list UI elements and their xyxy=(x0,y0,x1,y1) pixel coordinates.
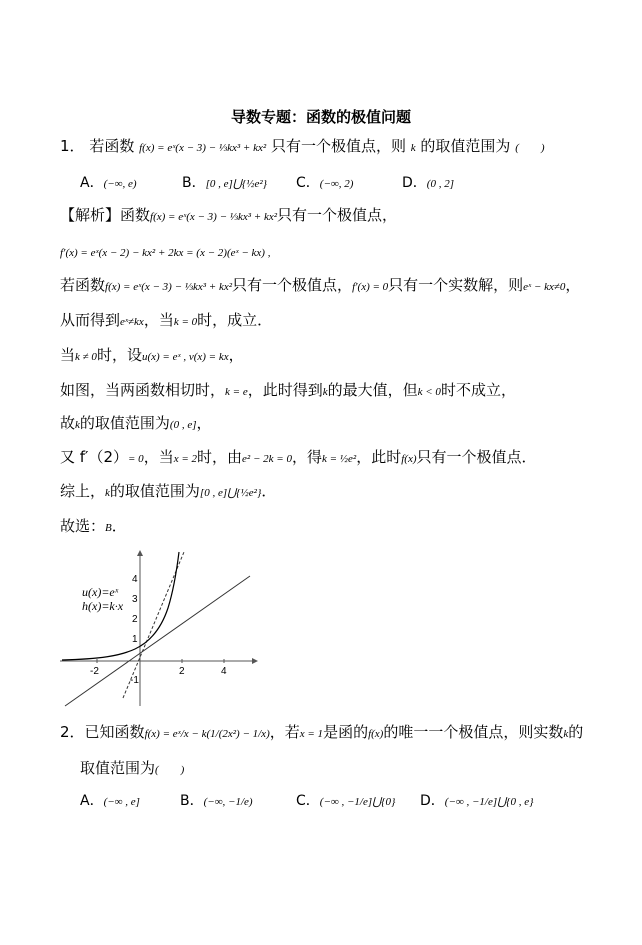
x-tick-label-4: 4 xyxy=(221,666,227,677)
solution-line-4: 从而得到eˣ≠kx，当k = 0时，成立． xyxy=(60,311,273,329)
solution-line-8: 又 f′（2）= 0，当x = 2时，由e² − 2k = 0，得k = ½e²，此时f(x)只有一个极值点． xyxy=(60,448,537,466)
q2-option-b[interactable]: B．(−∞, −1/e) xyxy=(180,793,253,809)
x-axis-arrow xyxy=(252,658,258,664)
q1-k: k xyxy=(410,142,416,154)
solution-line-1: 【解析】函数f(x) = eˣ(x − 3) − ⅓kx³ + kx²只有一个极值点， xyxy=(60,206,398,224)
q1-text-a: 若函数 xyxy=(89,137,135,155)
q1-option-c[interactable]: C．(−∞, 2) xyxy=(296,175,354,191)
q1-text-c: 的取值范围为 xyxy=(420,137,511,155)
x-tick-label-m2: -2 xyxy=(90,666,99,677)
x-tick-label-2: 2 xyxy=(179,666,185,677)
question-2: 2．已知函数f(x) = eˣ/x − k(1/(2x²) − 1/x)，若x = 1是函的f(x)的唯一一个极值点，则实数k的 xyxy=(60,723,584,741)
solution-line-7: 故k的取值范围为(0 , e]， xyxy=(60,414,212,432)
legend-u: u(x)=eˣ xyxy=(82,585,119,599)
q1-option-a[interactable]: A．(−∞, e) xyxy=(80,175,137,191)
legend-h: h(x)=k·x xyxy=(82,599,124,613)
q1-text-b: 只有一个极值点，则 xyxy=(270,137,406,155)
function-graph xyxy=(60,548,260,708)
q1-number: 1． xyxy=(60,137,85,155)
solution-line-2: f′(x) = eˣ(x − 2) − kx² + 2kx = (x − 2)(eˣ − kx) , xyxy=(60,247,271,259)
q2-option-d[interactable]: D．(−∞ , −1/e]⋃{0 , e} xyxy=(420,793,534,809)
q1-options xyxy=(0,172,642,192)
q1-formula: f(x) = eˣ(x − 3) − ⅓kx³ + kx² xyxy=(139,142,267,154)
y-axis-arrow xyxy=(137,550,143,556)
q1-option-d[interactable]: D．(0 , 2] xyxy=(402,175,454,191)
y-tick-label-1: 1 xyxy=(132,634,138,645)
q2-option-a[interactable]: A．(−∞ , e] xyxy=(80,793,140,809)
q2-options xyxy=(0,790,642,814)
y-tick-label-2: 2 xyxy=(132,614,138,625)
solution-line-9: 综上，k的取值范围为[0 , e]⋃{½e²}． xyxy=(60,482,277,500)
solution-line-6: 如图，当两函数相切时，k = e，此时得到k的最大值，但k < 0时不成立， xyxy=(60,381,516,399)
q2-option-c[interactable]: C．(−∞ , −1/e]⋃{0} xyxy=(296,793,396,809)
question-2-line-2: 取值范围为( ) xyxy=(80,759,185,777)
solution-line-5: 当k ≠ 0时，设u(x) = eˣ , v(x) = kx， xyxy=(60,346,244,364)
q1-option-b[interactable]: B．[0 , e]⋃{½e²} xyxy=(182,175,268,191)
solution-line-10: 故选：B． xyxy=(60,517,127,535)
question-1 xyxy=(60,136,545,158)
solution-line-3: 若函数f(x) = eˣ(x − 3) − ⅓kx³ + kx²只有一个极值点，f′(x) = 0只有一个实数解，则eˣ − kx≠0， xyxy=(60,276,581,294)
y-tick-label-3: 3 xyxy=(132,594,138,605)
y-tick-label-m1: -1 xyxy=(130,675,139,686)
page-title: 导数专题：函数的极值问题 xyxy=(230,108,411,126)
y-tick-label-4: 4 xyxy=(132,574,138,585)
q1-paren: ( ) xyxy=(515,142,545,154)
